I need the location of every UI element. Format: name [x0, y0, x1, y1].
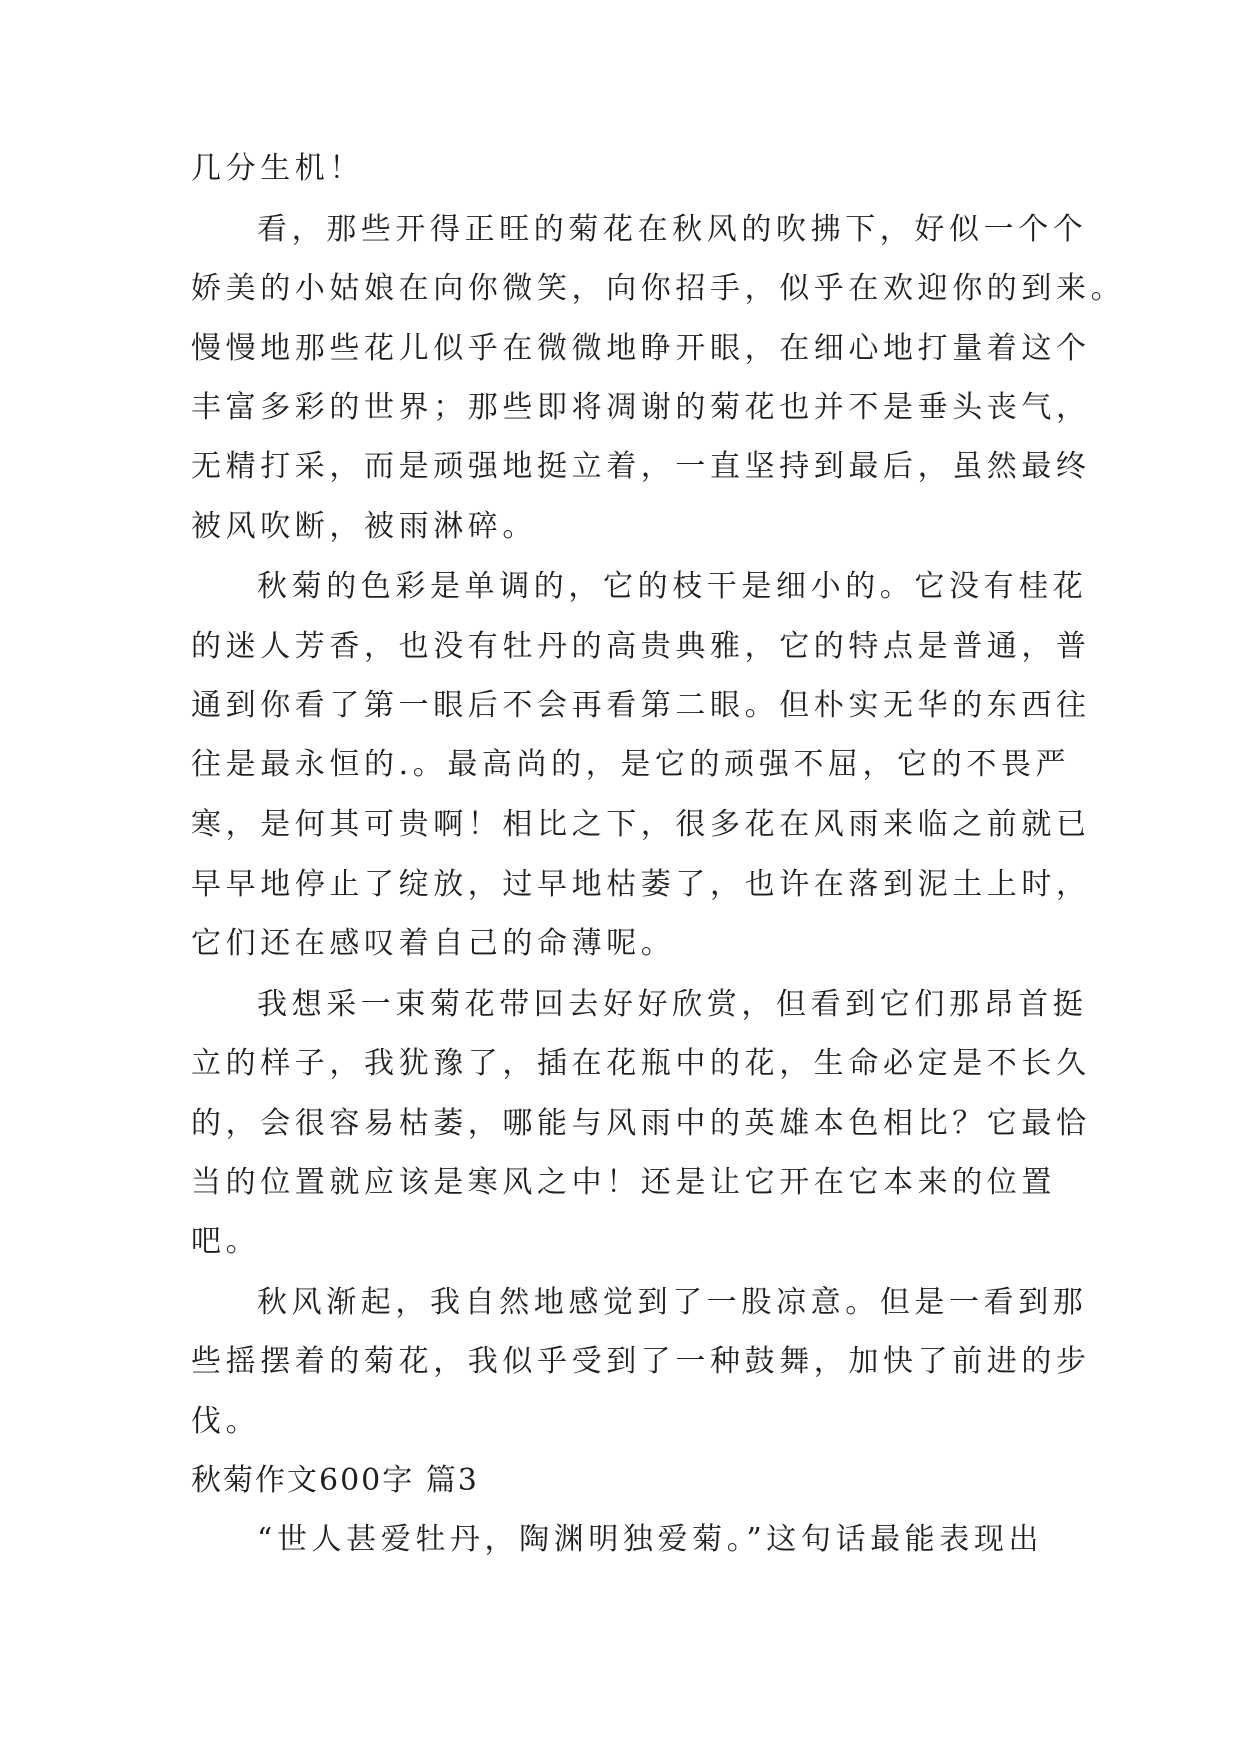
text-line: 慢慢地那些花儿似乎在微微地睁开眼，在细心地打量着这个: [191, 331, 1091, 366]
text-line: 些摇摆着的菊花，我似乎受到了一种鼓舞，加快了前进的步: [191, 1344, 1091, 1379]
paragraph-first-line: 看，那些开得正旺的菊花在秋风的吹拂下，好似一个个: [257, 212, 1088, 247]
paragraph-first-line: “世人甚爱牡丹，陶渊明独爱菊。”这句话最能表现出: [257, 1522, 1044, 1557]
paragraph-first-line: 秋风渐起，我自然地感觉到了一股凉意。但是一看到那: [257, 1285, 1088, 1320]
text-line: 往是最永恒的.。最高尚的，是它的顽强不屈，它的不畏严: [191, 747, 1071, 782]
text-line: 吧。: [191, 1224, 261, 1259]
text-line: 寒，是何其可贵啊！相比之下，很多花在风雨来临之前就已: [191, 807, 1091, 842]
text-line: 被风吹断，被雨淋碎。: [191, 509, 537, 544]
text-line: 它们还在感叹着自己的命薄呢。: [191, 926, 676, 961]
text-line: 无精打采，而是顽强地挺立着，一直坚持到最后，虽然最终: [191, 449, 1091, 484]
text-line: 几分生机！: [191, 151, 364, 186]
text-line: 的迷人芳香，也没有牡丹的高贵典雅，它的特点是普通，普: [191, 629, 1091, 664]
text-line: 通到你看了第一眼后不会再看第二眼。但朴实无华的东西往: [191, 688, 1091, 723]
text-line: 立的样子，我犹豫了，插在花瓶中的花，生命必定是不长久: [191, 1046, 1091, 1081]
paragraph-first-line: 我想采一束菊花带回去好好欣赏，但看到它们那昂首挺: [257, 987, 1088, 1022]
text-line: 当的位置就应该是寒风之中！还是让它开在它本来的位置: [191, 1165, 1056, 1200]
text-line: 早早地停止了绽放，过早地枯萎了，也许在落到泥土上时，: [191, 867, 1091, 902]
text-line: 丰富多彩的世界；那些即将凋谢的菊花也并不是垂头丧气，: [191, 390, 1091, 425]
text-line: 娇美的小姑娘在向你微笑，向你招手，似乎在欢迎你的到来。: [191, 271, 1126, 306]
text-line: 伐。: [191, 1404, 261, 1439]
paragraph-first-line: 秋菊的色彩是单调的，它的枝干是细小的。它没有桂花: [257, 569, 1088, 604]
text-line: 的，会很容易枯萎，哪能与风雨中的英雄本色相比？它最恰: [191, 1106, 1091, 1141]
section-heading: 秋菊作文600字 篇3: [191, 1463, 479, 1498]
